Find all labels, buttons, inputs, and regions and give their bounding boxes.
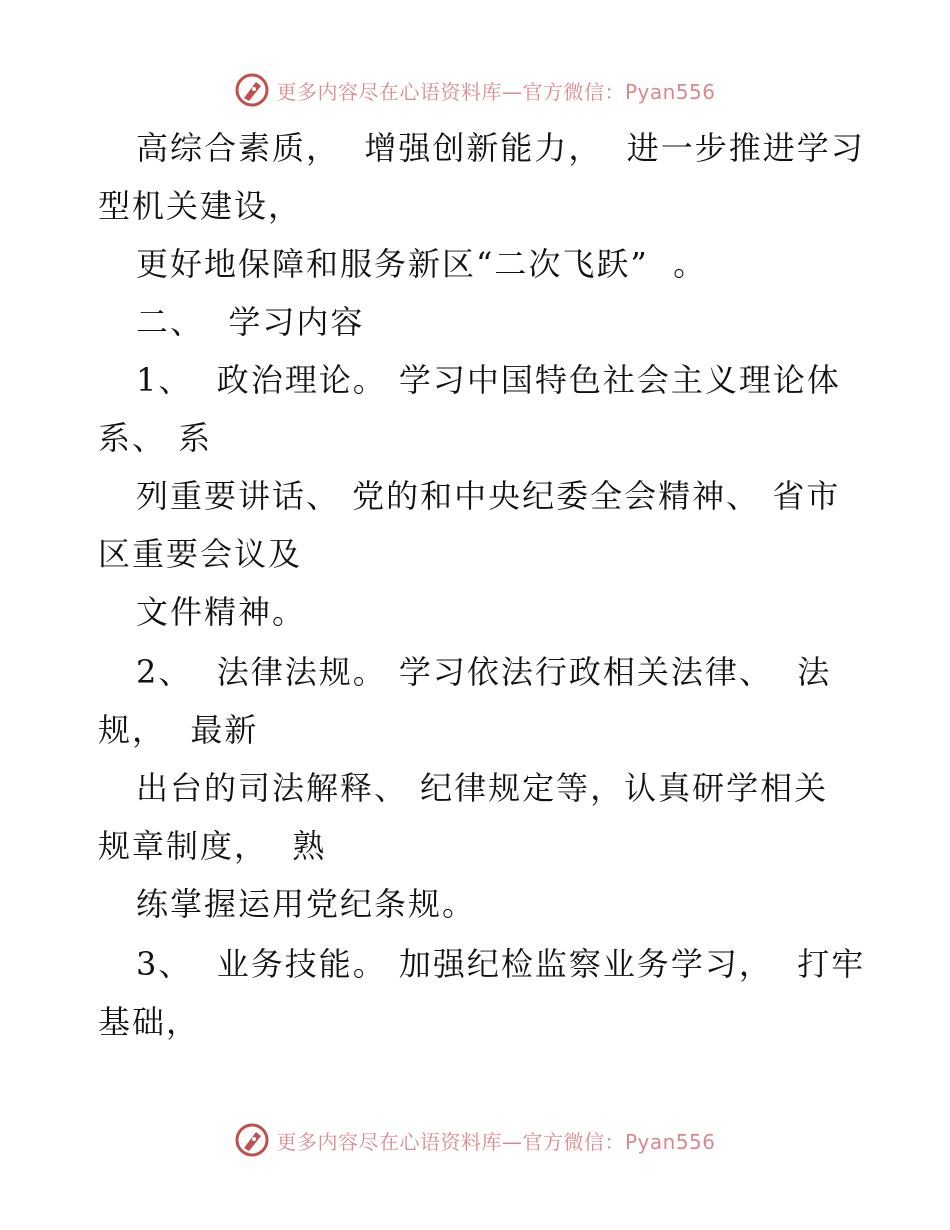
paragraph-line: 系、 系 (98, 419, 213, 457)
paragraph-line: 规， 最新 (98, 711, 259, 749)
pen-nib-circle-icon (234, 1122, 270, 1158)
paragraph-line: 2、 法律法规。 学习依法行政相关法律、 法 (136, 653, 832, 691)
footer-watermark (0, 1120, 950, 1160)
paragraph-line: 高综合素质， 增强创新能力， 进一步推进学习 (136, 129, 865, 167)
paragraph-line: 更好地保障和服务新区“二次飞跃” 。 (136, 245, 708, 283)
paragraph-line: 区重要会议及 (98, 535, 303, 573)
paragraph-line: 规章制度， 熟 (98, 827, 327, 865)
paragraph-line: 型机关建设， (98, 187, 303, 225)
watermark-text: 更多内容尽在心语资料库—官方微信：Pyan556 (276, 79, 716, 104)
paragraph-line: 练掌握运用党纪条规。 (136, 885, 477, 923)
paragraph-line: 出台的司法解释、 纪律规定等，认真研学相关 (136, 769, 829, 807)
paragraph-line: 基础， (98, 1003, 201, 1041)
paragraph-line: 列重要讲话、 党的和中央纪委全会精神、 省市 (136, 477, 841, 515)
watermark-text: 更多内容尽在心语资料库—官方微信：Pyan556 (276, 1129, 716, 1154)
paragraph-line: 3、 业务技能。 加强纪检监察业务学习， 打牢 (136, 945, 866, 983)
paragraph-line: 文件精神。 (136, 593, 307, 631)
section-heading: 二、 学习内容 (136, 303, 365, 341)
paragraph-line: 1、 政治理论。 学习中国特色社会主义理论体 (136, 361, 841, 399)
